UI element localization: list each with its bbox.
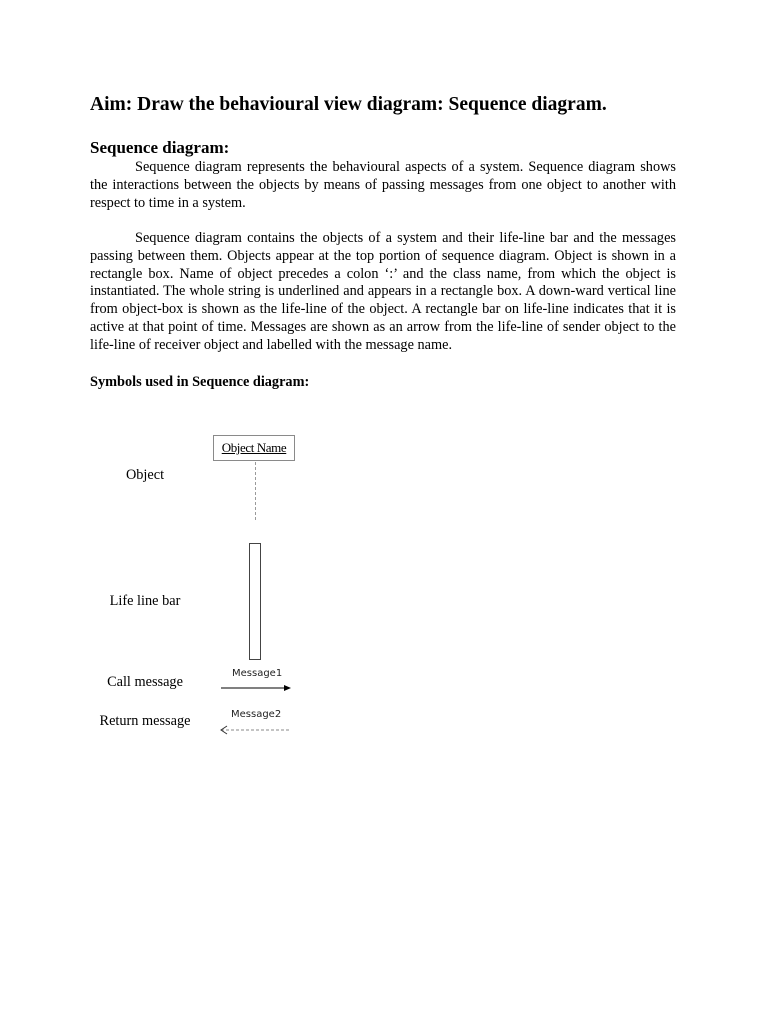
paragraph-intro: Sequence diagram represents the behavioural aspects of a system. Sequence diagram shows the interactions between the objects by means of passing messages from one object to another with respect to time in a system. [90,159,676,211]
object-symbol-label: Object [125,467,165,483]
lifeline-bar-label: Life line bar [109,593,181,609]
call-message-label: Call message [107,674,183,690]
section-heading: Sequence diagram: [90,138,230,157]
object-lifeline-dashed [255,462,256,520]
object-name-text: Object Name [221,440,287,455]
symbols-heading: Symbols used in Sequence diagram: [90,374,310,390]
return-message-arrow [218,724,294,736]
aim-heading: Aim: Draw the behavioural view diagram: Sequence diagram. [90,94,607,115]
return-message-text: Message2 [231,709,282,720]
lifeline-bar-symbol [249,543,261,660]
paragraph-details: Sequence diagram contains the objects of a system and their life-line bar and the messages passing between them. Objects appear at the top portion of sequence diagram. Object is shown in a rectangle box. Name of object precedes a colon ‘:’ and the class name, from which the object is instantiated. The whole string is underlined and appears in a rectangle box. A down-ward vertical line from object-box is shown as the life-line of the object. A rectangle bar on life-line indicates that it is active at that point of time. Messages are shown as an arrow from the life-line of sender object to the life-line of receiver object and labelled with the message name. [90,230,676,353]
object-box-symbol [213,435,295,461]
call-message-text: Message1 [232,668,283,679]
return-message-label: Return message [99,713,191,729]
call-message-arrow [220,683,294,693]
